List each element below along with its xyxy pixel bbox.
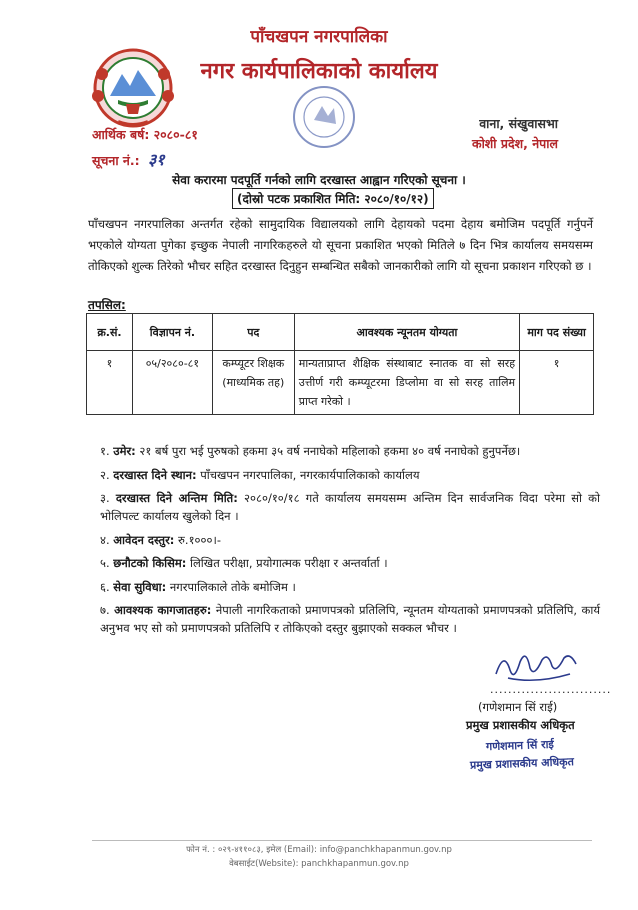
item-number: ४.	[100, 532, 110, 547]
col-header-qualification: आवश्यक न्यूनतम योग्यता	[294, 314, 519, 351]
item-number: ७.	[100, 603, 110, 617]
notice-paragraph: पाँचखपन नगरपालिका अन्तर्गत रहेको सामुदायिक विद्यालयको लागि देहायको पदमा देहाय बमोजिम पदपूर्ति गर्नुपर्ने भएकोले योग्यता पुगेका इच्छुक नेपाली नागरिकहरुले यो सूचना प्रकाशित भएको मितिले ७ दिन भित्र कार्यालय समयसम्म तोकिएको शुल्क तिरेको भौचर सहित दरखास्त दिनुहुन सम्बन्धित सबैको जानकारीको लागि यो सूचना प्रकाशन गरिएको छ ।	[88, 217, 593, 273]
item-key: छनौटको किसिम:	[113, 556, 187, 570]
item-text: पाँचखपन नगरपालिका, नगरकार्यपालिकाको कार्यालय	[196, 467, 420, 482]
footer-divider	[92, 840, 592, 841]
item-text: रु.१०००।-	[174, 532, 221, 547]
item-key: आवश्यक कागजातहरु:	[114, 603, 212, 617]
details-heading: तपसिल:	[88, 298, 126, 312]
item-key: सेवा सुविधा:	[113, 579, 167, 594]
signature-line: ...........................	[490, 683, 612, 696]
item-text: २०८०/१०/१८ गते कार्यालय समयसम्म अन्तिम दिन सार्वजनिक विदा परेमा सो को भोलिपल्ट कार्यालय खुलेको दिन ।	[100, 491, 600, 523]
list-item	[100, 578, 600, 596]
item-number: १.	[100, 444, 110, 458]
conditions-list	[100, 442, 600, 643]
table-header-row	[87, 314, 594, 351]
cell-qualification: मान्यताप्राप्त शैक्षिक संस्थाबाट स्नातक वा सो सरह उत्तीर्ण गरी कम्प्यूटरमा डिप्लोमा वा सो सरह तालिम प्राप्त गरेको ।	[294, 351, 519, 415]
item-number: ३.	[100, 491, 110, 505]
item-text: लिखित परीक्षा, प्रयोगात्मक परीक्षा र अन्तर्वार्ता ।	[186, 556, 388, 570]
cell-count: १	[520, 351, 594, 415]
col-header-post: पद	[212, 314, 294, 351]
footer-contact: फोन नं. : ०२९-४११०८३, इमेल (Email): info@panchkhapanmun.gov.np	[186, 845, 452, 855]
item-key: दरखास्त दिने स्थान:	[113, 467, 197, 482]
name-seal: गणेशमान सिं राई	[485, 737, 555, 754]
publication-date-box: (दोस्रो पटक प्रकाशित मिति: २०८०/१०/१२)	[232, 188, 434, 209]
notice-number-row	[92, 148, 165, 170]
col-header-serial: क्र.सं.	[87, 314, 133, 351]
list-item	[100, 554, 600, 572]
table-row	[87, 351, 594, 415]
item-key: आवेदन दस्तुर:	[113, 532, 175, 547]
item-text: नगरपालिकाले तोके बमोजिम ।	[166, 579, 296, 594]
office-address	[472, 114, 558, 154]
item-number: ६.	[100, 579, 110, 594]
signatory-name: (गणेशमान सिं राई)	[478, 700, 558, 714]
item-text: नेपाली नागरिकताको प्रमाणपत्रको प्रतिलिपि, न्यूनतम योग्यताको प्रमाणपत्रको प्रतिलिपि, कार्य अनुभव भए सो को प्रमाणपत्रको प्रतिलिपि र तोकिएको दस्तुर बुझाएको सक्कल भौचर ।	[100, 603, 600, 635]
col-header-ad-no: विज्ञापन नं.	[132, 314, 212, 351]
item-number: ५.	[100, 556, 110, 570]
vacancy-table	[86, 313, 594, 415]
cell-ad-no: ०५/२०८०-८१	[132, 351, 212, 415]
item-text: २१ बर्ष पुरा भई पुरुषको हकमा ३५ वर्ष ननाघेको महिलाको हकमा ४० वर्ष ननाघेको हुनुपर्नेछ।	[135, 444, 521, 458]
office-seal-icon	[290, 84, 358, 150]
list-item	[100, 531, 600, 549]
address-line-2: कोशी प्रदेश, नेपाल	[471, 136, 558, 151]
footer-website: वेबसाईट(Website): panchkhapanmun.gov.np	[229, 859, 409, 869]
signatory-title: प्रमुख प्रशासकीय अधिकृत	[466, 718, 575, 732]
notice-headline: सेवा करारमा पदपूर्ति गर्नको लागि दरखास्त आह्वान गरिएको सूचना ।	[172, 173, 466, 187]
item-key: दरखास्त दिने अन्तिम मिति:	[115, 491, 238, 505]
col-header-count: माग पद संख्या	[520, 314, 594, 351]
list-item	[100, 442, 600, 460]
list-item	[100, 601, 600, 637]
notice-number: ३१	[147, 150, 165, 169]
municipality-name: पाँचखपन नगरपालिका	[250, 27, 388, 47]
item-number: २.	[100, 467, 110, 482]
item-key: उमेर:	[113, 444, 136, 458]
notice-number-label: सूचना नं.:	[92, 153, 140, 168]
address-line-1: वाना, संखुवासभा	[479, 116, 558, 131]
title-seal: प्रमुख प्रशासकीय अधिकृत	[469, 755, 575, 772]
cell-post: कम्प्यूटर शिक्षक (माध्यमिक तह)	[212, 351, 294, 415]
fiscal-year: आर्थिक बर्ष: २०८०-८१	[92, 127, 198, 142]
list-item	[100, 466, 600, 484]
cell-serial: १	[87, 351, 133, 415]
list-item	[100, 489, 600, 525]
office-name: नगर कार्यपालिकाको कार्यालय	[200, 59, 438, 84]
